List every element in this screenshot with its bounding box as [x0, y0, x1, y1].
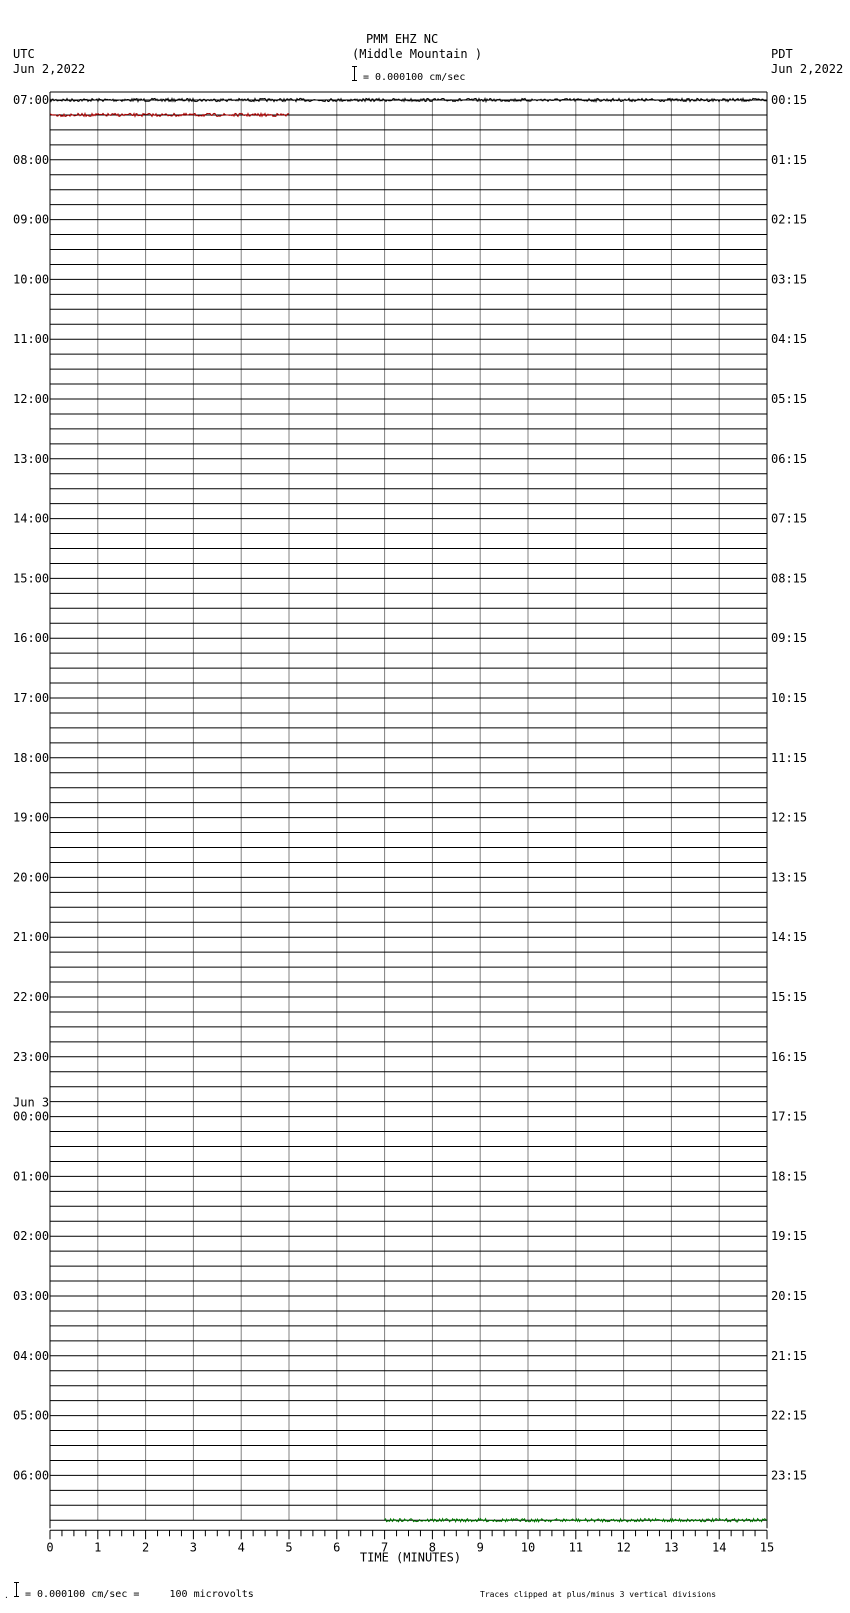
x-tick-label: 15: [759, 1540, 775, 1555]
x-axis-label: TIME (MINUTES): [359, 1550, 462, 1565]
utc-hour-label: 08:00: [13, 152, 50, 167]
utc-hour-label: 03:00: [13, 1289, 50, 1303]
left-date: Jun 2,2022: [13, 62, 86, 76]
pdt-hour-label: 21:15: [771, 1348, 808, 1363]
pdt-hour-label: 03:15: [771, 272, 808, 287]
pdt-hour-label: 07:15: [771, 511, 808, 526]
utc-hour-label: 22:00: [13, 990, 50, 1004]
pdt-hour-label: 12:15: [771, 810, 808, 825]
utc-hour-label: 15:00: [13, 571, 50, 586]
pdt-hour-label: 20:15: [771, 1289, 808, 1303]
x-tick-label: 7: [380, 1540, 389, 1555]
scale-label: = 0.000100 cm/sec: [363, 72, 466, 83]
utc-hour-label: 13:00: [13, 451, 50, 466]
clip-note: Traces clipped at plus/minus 3 vertical divisions: [480, 1590, 717, 1599]
utc-hour-label: 04:00: [13, 1348, 50, 1363]
pdt-hour-label: 05:15: [771, 392, 808, 406]
chart-grid: [50, 92, 767, 1528]
x-tick-label: 14: [711, 1540, 727, 1555]
x-axis: [46, 1530, 774, 1564]
pdt-hour-label: 18:15: [771, 1169, 808, 1184]
utc-hour-label: 19:00: [13, 810, 50, 825]
utc-hour-label: 07:00: [13, 93, 50, 107]
pdt-hour-label: 17:15: [771, 1109, 808, 1124]
x-tick-label: 11: [568, 1540, 584, 1555]
x-tick-label: 5: [285, 1540, 293, 1555]
station-title: PMM EHZ NC: [366, 32, 439, 46]
utc-hour-label: 16:00: [13, 631, 50, 646]
pdt-hour-label: 02:15: [771, 212, 808, 227]
chart-traces: [50, 98, 767, 1521]
pdt-hour-label: 06:15: [771, 451, 808, 466]
x-tick-label: 12: [616, 1540, 631, 1555]
left-timezone: UTC: [13, 47, 35, 61]
station-location: (Middle Mountain ): [352, 47, 483, 61]
utc-hour-label: 06:00: [13, 1468, 50, 1483]
utc-hour-label: 14:00: [13, 511, 50, 526]
pdt-hour-label: 15:15: [771, 990, 808, 1004]
utc-hour-label: 21:00: [13, 930, 50, 945]
utc-hour-label: 02:00: [13, 1229, 50, 1244]
utc-hour-label: 10:00: [13, 272, 50, 287]
pdt-hour-label: 00:15: [771, 93, 808, 107]
x-tick-label: 1: [94, 1540, 102, 1555]
footer-scale-icon: .: [4, 1582, 24, 1598]
pdt-hour-label: 13:15: [771, 870, 808, 885]
utc-hour-label: 01:00: [13, 1169, 50, 1184]
pdt-hour-label: 16:15: [771, 1049, 808, 1064]
right-date: Jun 2,2022: [771, 62, 844, 76]
pdt-hour-label: 22:15: [771, 1408, 808, 1423]
pdt-hour-label: 04:15: [771, 332, 808, 347]
pdt-hour-label: 11:15: [771, 750, 808, 765]
x-tick-label: 4: [237, 1540, 245, 1555]
utc-hour-label: 00:00: [13, 1109, 50, 1124]
utc-hour-label: 18:00: [13, 750, 50, 765]
utc-hour-label: 12:00: [13, 392, 50, 406]
x-tick-label: 9: [476, 1540, 484, 1555]
x-tick-label: 2: [141, 1540, 150, 1555]
utc-hour-label: 23:00: [13, 1049, 50, 1064]
pdt-hour-label: 19:15: [771, 1229, 808, 1244]
utc-hour-label: 11:00: [13, 332, 50, 347]
pdt-hour-label: 14:15: [771, 930, 808, 945]
utc-hour-label: 17:00: [13, 691, 50, 705]
pdt-hour-label: 09:15: [771, 631, 808, 646]
utc-date-label: Jun 3: [13, 1095, 50, 1110]
pdt-hour-label: 08:15: [771, 571, 808, 586]
utc-hour-label: 05:00: [13, 1408, 50, 1423]
pdt-hour-label: 10:15: [771, 691, 808, 705]
utc-hour-label: 09:00: [13, 212, 50, 227]
x-tick-label: 0: [46, 1540, 54, 1555]
pdt-hour-label: 01:15: [771, 152, 808, 167]
footer-scale-text: = 0.000100 cm/sec = 100 microvolts: [25, 1589, 254, 1600]
x-tick-label: 10: [520, 1540, 536, 1555]
x-tick-label: 3: [189, 1540, 198, 1555]
x-tick-label: 6: [333, 1540, 341, 1555]
x-tick-label: 13: [664, 1540, 679, 1555]
x-tick-label: 8: [428, 1540, 437, 1555]
utc-hour-label: 20:00: [13, 870, 50, 885]
right-timezone: PDT: [771, 47, 793, 61]
pdt-hour-label: 23:15: [771, 1468, 808, 1483]
